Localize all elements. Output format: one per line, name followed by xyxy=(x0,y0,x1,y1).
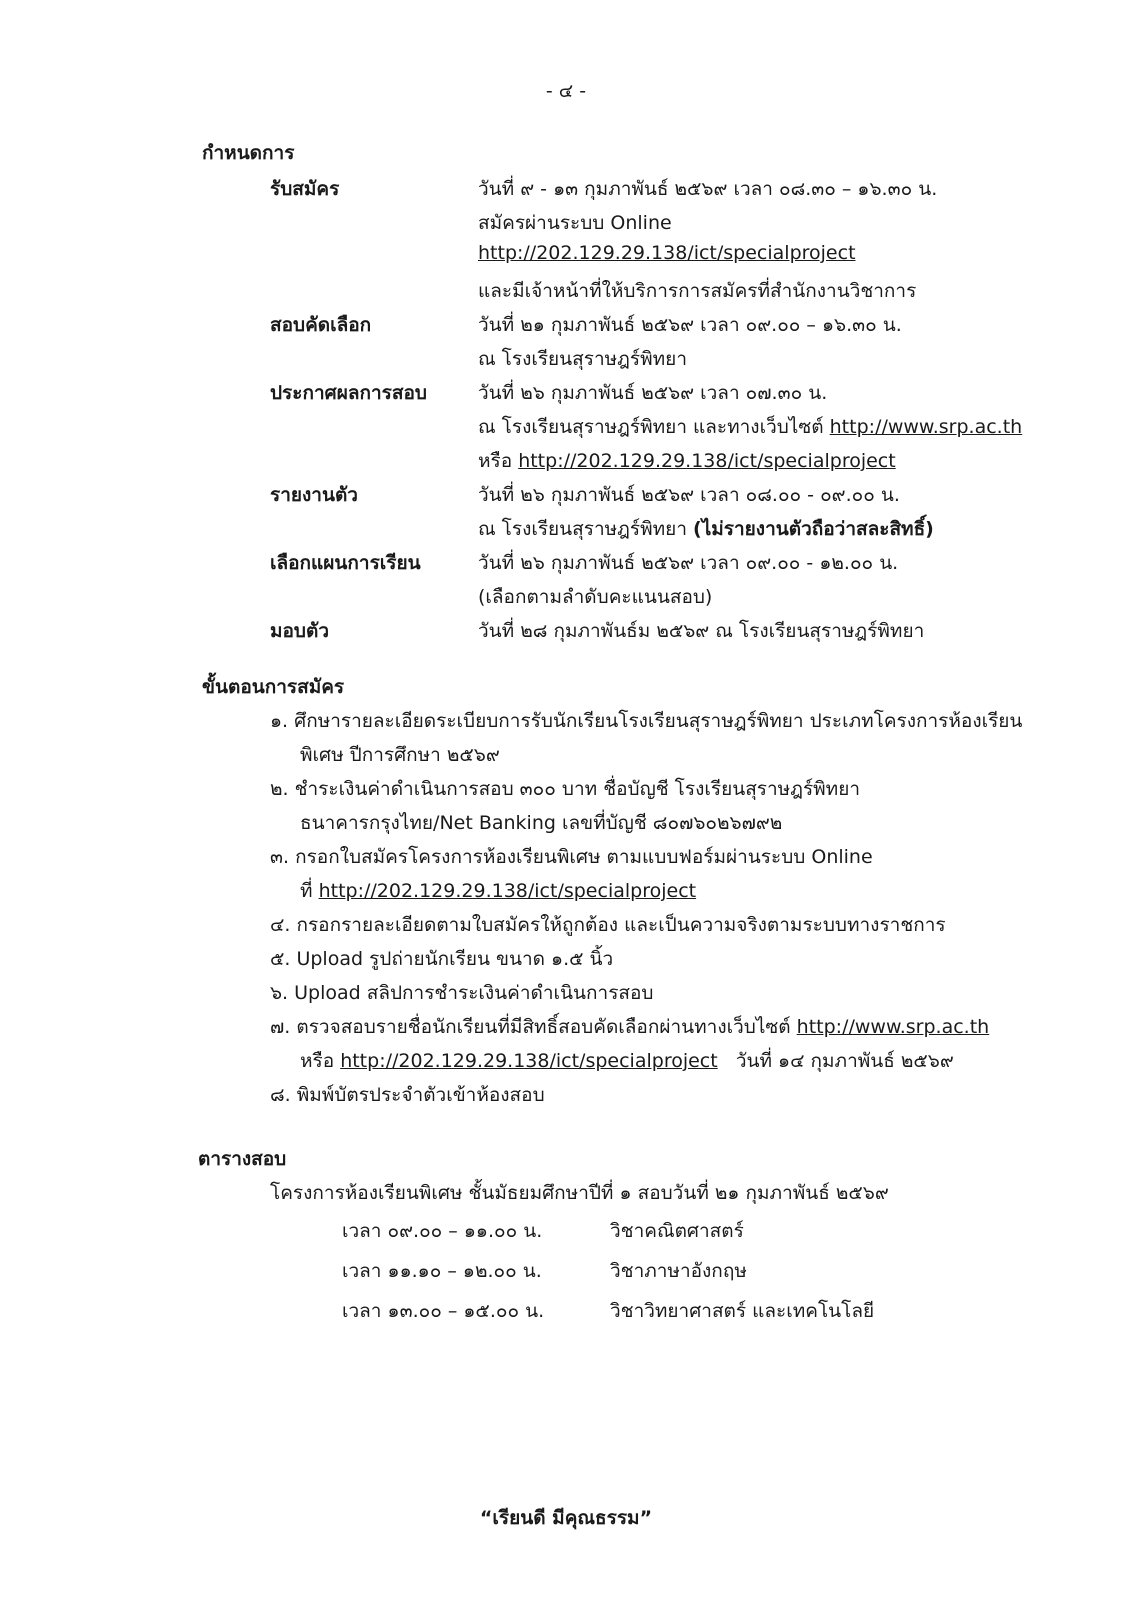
exam-table-heading: ตารางสอบ xyxy=(198,1148,287,1170)
register-label: รับสมัคร xyxy=(270,178,340,200)
register-link[interactable]: http://202.129.29.138/ict/specialproject xyxy=(478,242,856,264)
school-motto: “เรียนดี มีคุณธรรม” xyxy=(479,1507,653,1529)
register-staff-note: และมีเจ้าหน้าที่ให้บริการการสมัครที่สำนักงานวิชาการ xyxy=(478,280,917,302)
exam-venue: ณ โรงเรียนสุราษฎร์พิทยา xyxy=(478,348,687,370)
exam-subject-1: วิชาคณิตศาสตร์ xyxy=(610,1220,744,1242)
step-5: ๕. Upload รูปถ่ายนักเรียน ขนาด ๑.๕ นิ้ว xyxy=(270,948,614,970)
exam-subject-2: วิชาภาษาอังกฤษ xyxy=(610,1260,747,1282)
exam-date: วันที่ ๒๑ กุมภาพันธ์ ๒๕๖๙ เวลา ๐๙.๐๐ – ๑๖.๓๐ น. xyxy=(478,314,902,336)
step-7-text: ๗. ตรวจสอบรายชื่อนักเรียนที่มีสิทธิ์สอบคัดเลือกผ่านทางเว็บไซต์ xyxy=(270,1016,797,1038)
plan-date: วันที่ ๒๖ กุมภาพันธ์ ๒๕๖๙ เวลา ๐๙.๐๐ - ๑๒.๐๐ น. xyxy=(478,552,899,574)
exam-table-intro: โครงการห้องเรียนพิเศษ ชั้นมัธยมศึกษาปีที่ ๑ สอบวันที่ ๒๑ กุมภาพันธ์ ๒๕๖๙ xyxy=(270,1182,889,1204)
step-1: ๑. ศึกษารายละเอียดระเบียบการรับนักเรียนโรงเรียนสุราษฎร์พิทยา ประเภทโครงการห้องเรียน xyxy=(270,710,1023,732)
step-7 xyxy=(270,1012,989,1042)
exam-subject-3: วิชาวิทยาศาสตร์ และเทคโนโลยี xyxy=(610,1300,875,1322)
step-1-cont: พิเศษ ปีการศึกษา ๒๕๖๙ xyxy=(300,744,500,766)
step-7-project-link[interactable]: http://202.129.29.138/ict/specialproject xyxy=(340,1050,718,1072)
forfeit-warning: (ไม่รายงานตัวถือว่าสละสิทธิ์) xyxy=(693,518,934,540)
application-form-link[interactable]: http://202.129.29.138/ict/specialproject xyxy=(318,880,697,902)
register-online: สมัครผ่านระบบ Online xyxy=(478,212,672,234)
exam-time-3: เวลา ๑๓.๐๐ – ๑๕.๐๐ น. xyxy=(342,1300,545,1322)
announce-alt-line xyxy=(478,446,896,476)
report-venue-text: ณ โรงเรียนสุราษฎร์พิทยา xyxy=(478,518,694,540)
step-7-date: วันที่ ๑๔ กุมภาพันธ์ ๒๕๖๙ xyxy=(717,1050,954,1072)
exam-time-2: เวลา ๑๑.๑๐ – ๑๒.๐๐ น. xyxy=(342,1260,542,1282)
announce-label: ประกาศผลการสอบ xyxy=(270,382,427,404)
step-2-bank: ธนาคารกรุงไทย/Net Banking เลขที่บัญชี ๘๐๗๖๐๒๖๗๙๒ xyxy=(300,812,783,834)
step-6: ๖. Upload สลิปการชำระเงินค่าดำเนินการสอบ xyxy=(270,982,654,1004)
steps-heading: ขั้นตอนการสมัคร xyxy=(202,676,345,698)
step-7-alt-prefix: หรือ xyxy=(300,1050,341,1072)
schedule-heading: กำหนดการ xyxy=(202,142,295,164)
step-3: ๓. กรอกใบสมัครโครงการห้องเรียนพิเศษ ตามแบบฟอร์มผ่านระบบ Online xyxy=(270,846,873,868)
report-label: รายงานตัว xyxy=(270,484,358,506)
plan-note: (เลือกตามลำดับคะแนนสอบ) xyxy=(478,586,713,608)
enroll-label: มอบตัว xyxy=(270,620,330,642)
step-3-link-prefix: ที่ xyxy=(300,880,319,902)
exam-label: สอบคัดเลือก xyxy=(270,314,372,336)
step-3-link-line xyxy=(300,876,696,906)
step-4: ๔. กรอกรายละเอียดตามใบสมัครให้ถูกต้อง และเป็นความจริงตามระบบทางราชการ xyxy=(270,914,946,936)
report-venue-line xyxy=(478,514,934,544)
srp-website-link[interactable]: http://www.srp.ac.th xyxy=(829,416,1023,438)
announce-alt-text: หรือ xyxy=(478,450,519,472)
step-7-website-link[interactable]: http://www.srp.ac.th xyxy=(796,1016,990,1038)
announce-project-link[interactable]: http://202.129.29.138/ict/specialproject xyxy=(518,450,896,472)
announce-venue-line xyxy=(478,412,1022,442)
step-7-cont xyxy=(300,1046,954,1076)
announce-date: วันที่ ๒๖ กุมภาพันธ์ ๒๕๖๙ เวลา ๐๗.๓๐ น. xyxy=(478,382,828,404)
announce-venue-text: ณ โรงเรียนสุราษฎร์พิทยา และทางเว็บไซต์ xyxy=(478,416,830,438)
page-number: - ๔ - xyxy=(545,80,587,102)
step-8: ๘. พิมพ์บัตรประจำตัวเข้าห้องสอบ xyxy=(270,1084,545,1106)
step-2: ๒. ชำระเงินค่าดำเนินการสอบ ๓๐๐ บาท ชื่อบัญชี โรงเรียนสุราษฎร์พิทยา xyxy=(270,778,861,800)
enroll-date: วันที่ ๒๘ กุมภาพันธ์ม ๒๕๖๙ ณ โรงเรียนสุราษฎร์พิทยา xyxy=(478,620,925,642)
report-date: วันที่ ๒๖ กุมภาพันธ์ ๒๕๖๙ เวลา ๐๘.๐๐ - ๐๙.๐๐ น. xyxy=(478,484,900,506)
plan-label: เลือกแผนการเรียน xyxy=(270,552,421,574)
register-date: วันที่ ๙ - ๑๓ กุมภาพันธ์ ๒๕๖๙ เวลา ๐๘.๓๐ – ๑๖.๓๐ น. xyxy=(478,178,938,200)
exam-time-1: เวลา ๐๙.๐๐ – ๑๑.๐๐ น. xyxy=(342,1220,543,1242)
